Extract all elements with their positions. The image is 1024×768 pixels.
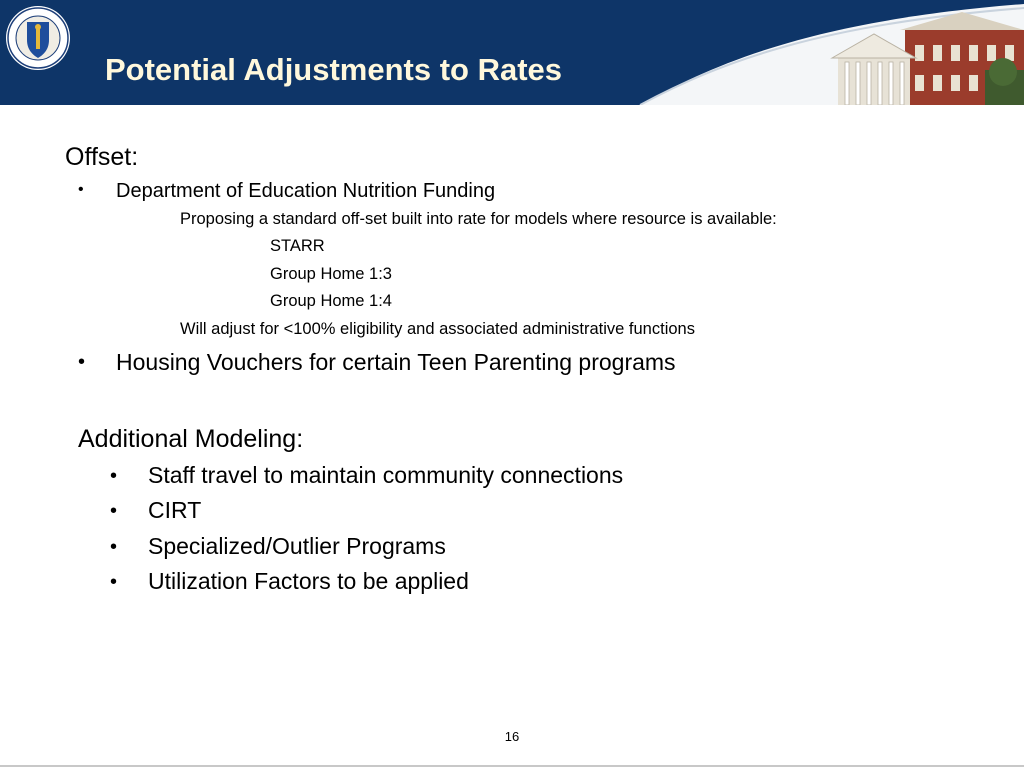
bullet-marker: • bbox=[110, 536, 118, 558]
footer-divider bbox=[0, 765, 1024, 767]
bullet-marker: • bbox=[110, 571, 118, 593]
offset-proposal-text: Proposing a standard off-set built into rate for models where resource is available: bbox=[180, 210, 777, 228]
massachusetts-state-seal-icon bbox=[6, 6, 70, 70]
list-item: Specialized/Outlier Programs bbox=[148, 533, 446, 559]
list-item: Staff travel to maintain community connections bbox=[148, 462, 624, 488]
header-banner bbox=[0, 0, 1024, 105]
bullet-marker: • bbox=[78, 351, 86, 373]
page-number: 16 bbox=[504, 729, 520, 744]
housing-vouchers-item: Housing Vouchers for certain Teen Parenting programs bbox=[116, 349, 676, 375]
bullet-marker: • bbox=[110, 465, 118, 487]
list-item: CIRT bbox=[148, 497, 202, 523]
bullet-marker: • bbox=[78, 181, 84, 198]
slide-title: Potential Adjustments to Rates bbox=[105, 52, 563, 87]
model-item-group-home-1-3: Group Home 1:3 bbox=[270, 265, 392, 283]
model-item-starr: STARR bbox=[270, 237, 325, 255]
nutrition-funding-item: Department of Education Nutrition Funding bbox=[116, 180, 496, 202]
eligibility-adjustment-text: Will adjust for <100% eligibility and associated administrative functions bbox=[180, 320, 695, 338]
offset-heading: Offset: bbox=[65, 143, 139, 171]
model-item-group-home-1-4: Group Home 1:4 bbox=[270, 292, 392, 310]
list-item: Utilization Factors to be applied bbox=[148, 568, 469, 594]
additional-modeling-heading: Additional Modeling: bbox=[78, 425, 304, 453]
bullet-marker: • bbox=[110, 500, 118, 522]
